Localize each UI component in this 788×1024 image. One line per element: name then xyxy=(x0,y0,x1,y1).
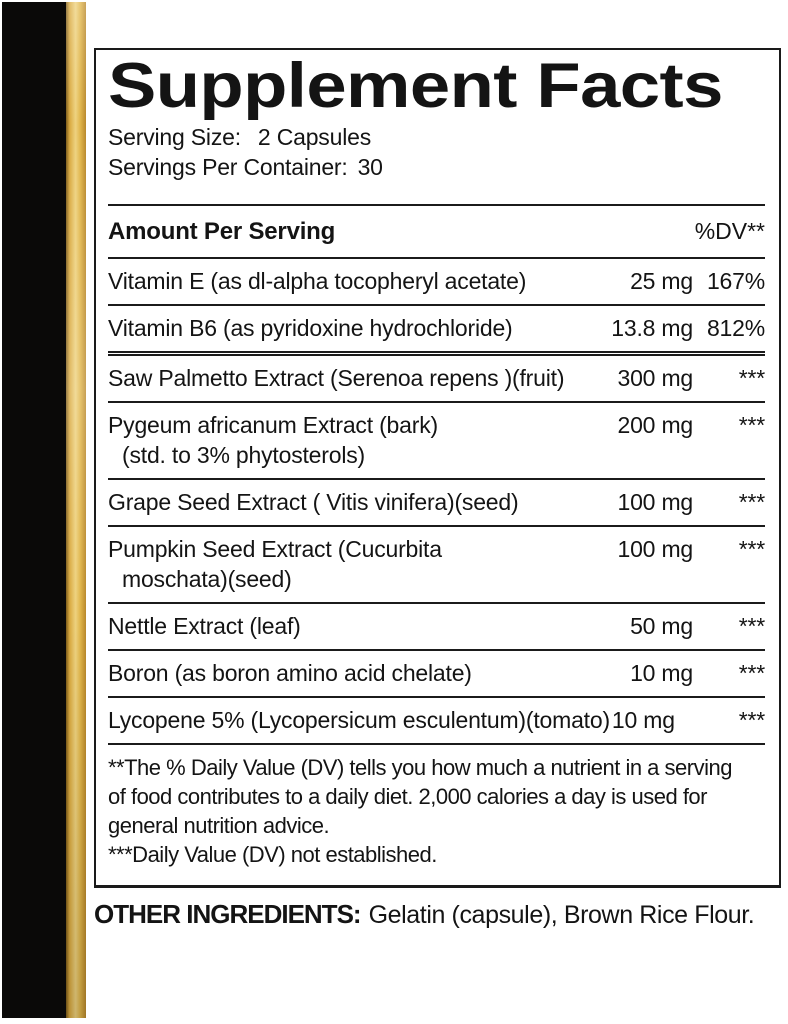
ingredient-name-line1: Vitamin E (as dl-alpha tocopheryl acetate) xyxy=(108,268,527,295)
ingredient-dv: 812% xyxy=(706,315,765,342)
dv-footnote-line: of food contributes to a daily diet. 2,000 calories a day is used for xyxy=(108,784,707,810)
other-ingredients-label: OTHER INGREDIENTS: xyxy=(94,899,361,929)
ingredient-amount: 200 mg xyxy=(617,412,693,439)
ingredient-row xyxy=(108,306,765,351)
other-ingredients-line xyxy=(94,899,788,930)
ingredient-name xyxy=(108,534,598,594)
servings-per-container-value: 30 xyxy=(357,154,383,181)
ingredient-row xyxy=(108,259,765,304)
ingredient-row xyxy=(108,480,765,525)
ingredient-amount: 25 mg xyxy=(630,268,693,295)
ingredient-name xyxy=(108,363,598,393)
ingredient-amount: 100 mg xyxy=(617,489,693,516)
ingredient-dv: *** xyxy=(738,365,765,392)
ingredient-table xyxy=(108,259,765,745)
supplement-facts-title: Supplement Facts xyxy=(108,51,723,121)
ingredient-row xyxy=(108,651,765,696)
supplement-facts-panel xyxy=(94,48,781,888)
ingredient-amount: 100 mg xyxy=(617,536,693,563)
ingredient-name-line2: moschata)(seed) xyxy=(122,566,292,593)
dv-header-label: %DV** xyxy=(694,218,765,245)
ingredient-row xyxy=(108,604,765,649)
ingredient-dv: *** xyxy=(738,707,765,734)
ingredient-name xyxy=(108,313,598,343)
dv-footnote xyxy=(108,753,765,869)
dv-footnote-line: ***Daily Value (DV) not established. xyxy=(108,842,437,868)
ingredient-amount: 300 mg xyxy=(617,365,693,392)
ingredient-row xyxy=(108,698,765,743)
ingredient-name xyxy=(108,611,598,641)
ingredient-name xyxy=(108,487,598,517)
ingredient-name xyxy=(108,658,598,688)
ingredient-name-line1: Pygeum africanum Extract (bark) xyxy=(108,412,438,439)
ingredient-dv: *** xyxy=(738,489,765,516)
ingredient-dv: *** xyxy=(738,536,765,563)
dv-footnote-line: general nutrition advice. xyxy=(108,813,330,839)
other-ingredients-value: Gelatin (capsule), Brown Rice Flour. xyxy=(368,901,755,929)
amount-per-serving-header xyxy=(108,206,765,257)
ingredient-name-line1: Vitamin B6 (as pyridoxine hydrochloride) xyxy=(108,315,513,342)
ingredient-dv: *** xyxy=(738,660,765,687)
ingredient-name-line1: Grape Seed Extract ( Vitis vinifera)(seed) xyxy=(108,489,519,516)
left-black-band xyxy=(2,2,66,1018)
ingredient-name xyxy=(108,705,610,735)
ingredient-name-line2: (std. to 3% phytosterols) xyxy=(122,442,365,469)
ingredient-amount: 10 mg xyxy=(611,707,675,734)
gold-gradient-stripe xyxy=(66,2,86,1018)
ingredient-name xyxy=(108,266,598,296)
ingredient-name-line1: Saw Palmetto Extract (Serenoa repens )(fruit) xyxy=(108,365,565,392)
divider xyxy=(108,743,765,745)
serving-size-value: 2 Capsules xyxy=(257,124,371,151)
serving-size-line xyxy=(108,122,765,152)
ingredient-name xyxy=(108,410,598,470)
servings-per-container-line xyxy=(108,152,765,182)
ingredient-name-line1: Boron (as boron amino acid chelate) xyxy=(108,660,472,687)
ingredient-row xyxy=(108,356,765,401)
ingredient-name-line1: Lycopene 5% (Lycopersicum esculentum)(tomato) xyxy=(108,707,610,734)
servings-per-container-label: Servings Per Container: xyxy=(108,154,348,181)
ingredient-dv: *** xyxy=(738,412,765,439)
serving-size-label: Serving Size: xyxy=(108,124,241,151)
ingredient-amount: 10 mg xyxy=(630,660,693,687)
ingredient-dv: *** xyxy=(738,613,765,640)
ingredient-amount: 13.8 mg xyxy=(611,315,693,342)
ingredient-name-line1: Nettle Extract (leaf) xyxy=(108,613,301,640)
ingredient-dv: 167% xyxy=(706,268,765,295)
ingredient-row xyxy=(108,527,765,602)
ingredient-name-line1: Pumpkin Seed Extract (Cucurbita xyxy=(108,536,442,563)
ingredient-row xyxy=(108,403,765,478)
dv-footnote-line: **The % Daily Value (DV) tells you how much a nutrient in a serving xyxy=(108,755,732,781)
amount-per-serving-label: Amount Per Serving xyxy=(108,218,336,246)
ingredient-amount: 50 mg xyxy=(630,613,693,640)
